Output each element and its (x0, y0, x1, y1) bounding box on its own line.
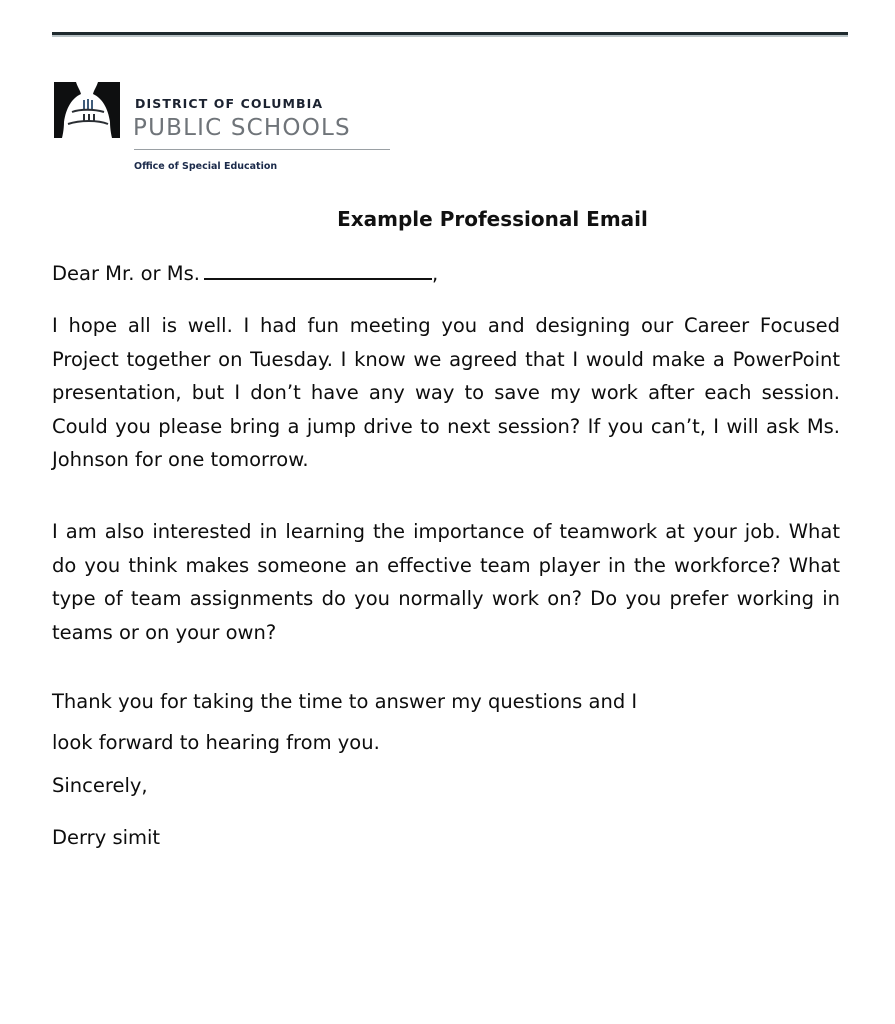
signature: Derry simit (52, 826, 161, 849)
recipient-name-blank (204, 260, 432, 280)
body-paragraph-1: I hope all is well. I had fun meeting you and designing our Career Focused Project together on Tuesday. I know we agreed that I would make a PowerPoint presentation, but I don’t have any way to save my work after each session. Could you please bring a jump drive to next session? If you can’t, I will ask Ms. Johnson for one tomorrow. (52, 314, 840, 471)
closing: Sincerely, (52, 774, 148, 797)
org-divider (134, 149, 390, 150)
header-top-rule (52, 32, 848, 37)
thanks-line-1: Thank you for taking the time to answer my questions and I (52, 690, 638, 713)
greeting (52, 260, 438, 285)
org-name-public-schools: PUBLIC SCHOOLS (133, 115, 351, 141)
thanks-line-2: look forward to hearing from you. (52, 731, 380, 754)
org-name-district: DISTRICT OF COLUMBIA (135, 96, 324, 111)
greeting-prefix: Dear Mr. or Ms. (52, 262, 200, 285)
document-title: Example Professional Email (337, 207, 648, 231)
greeting-suffix: , (431, 262, 439, 285)
org-office-name: Office of Special Education (134, 161, 278, 172)
body-paragraph-2: I am also interested in learning the importance of teamwork at your job. What do you think makes someone an effective team player in the workforce? What type of team assignments do you normally work on? Do you prefer working in teams or on your own? (52, 520, 840, 644)
capitol-dome-icon (54, 82, 120, 138)
